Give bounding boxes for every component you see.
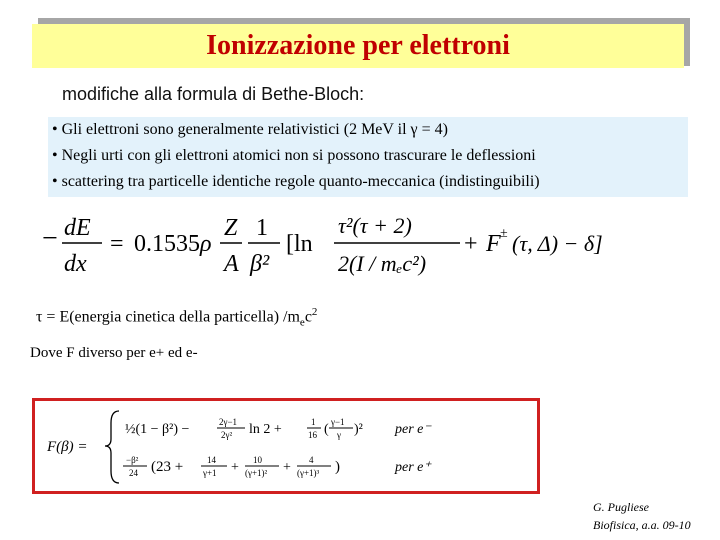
F-row2-label: per e⁺ [395,460,431,475]
F-formula [35,401,537,491]
formula-rho: ρ [200,231,212,257]
F-row1-d-den: γ [337,430,341,440]
formula-plus: + [464,231,478,257]
F-row1-a: ½(1 − β²) − [125,422,190,437]
tau-definition-text: τ = E(energia cinetica della particella) /m [36,308,300,326]
F-row2-d-den: (γ+1)² [245,468,268,478]
F-row2-d-num: 10 [253,455,262,465]
tau-c: c [304,308,312,326]
left-brace [105,411,119,483]
F-row1-d-num: γ−1 [331,417,345,427]
F-formula-box [32,398,540,494]
F-row2-paren-close: ) [335,459,340,475]
F-row1-label: per e⁻ [395,422,431,437]
F-lhs: F(β) = [47,439,88,455]
formula-tau-num: τ²(τ + 2) [338,213,412,238]
F-row2-a-num: −β² [126,455,139,465]
F-row1-paren-open: ( [324,422,329,437]
F-row2-b: (23 + [151,459,184,475]
formula-beta2: β² [250,251,270,277]
F-row1-frac-den: 2γ² [221,430,233,440]
subtitle: modifiche alla formula di Bethe-Bloch: [62,84,365,104]
bullet-item: • Negli urti con gli elettroni atomici non si possono trascurare le deflessioni [52,147,536,164]
formula-Z: Z [224,215,238,241]
F-row2-c-den: γ+1 [203,468,217,478]
bullet-list [48,117,688,197]
formula-tau-den: 2(I / mₑc²) [338,251,427,276]
formula-coefficient: 0.1535 [134,231,200,257]
title-box [32,24,684,68]
formula-one: 1 [256,215,268,241]
F-row2-plus2: + [283,460,291,475]
F-row2-a-den: 24 [129,468,138,478]
formula-minus: − [42,223,58,254]
F-row1-b: ln 2 + [249,422,282,437]
formula-F: F [486,231,501,257]
formula-equals: = [110,231,124,257]
formula-F-args: (τ, Δ) − δ] [512,231,603,256]
formula-dx: dx [64,251,87,277]
tau-sub: e [299,316,305,329]
F-row2-plus1: + [231,460,239,475]
credit [593,498,691,534]
formula-dE: dE [64,215,91,241]
page-title: Ionizzazione per elettroni [206,30,510,61]
credit-author: G. Pugliese [593,500,649,514]
credit-course: Biofisica, a.a. 09-10 [593,518,691,532]
tau-sup: 2 [311,306,318,318]
F-row1-c-den: 16 [308,430,317,440]
F-row1-frac-num: 2γ−1 [219,417,238,427]
F-row2-e-den: (γ+1)³ [297,468,320,478]
formula-ln: [ln [286,231,313,257]
tau-definition [36,306,317,329]
formula-F-sup: ± [500,226,508,241]
dove-text: Dove F diverso per e+ ed e- [30,345,198,361]
bullet-item: • scattering tra particelle identiche regole quanto-meccanica (indistinguibili) [52,173,540,190]
bullet-item: • Gli elettroni sono generalmente relativistici (2 MeV il γ = 4) [52,121,448,138]
F-row1-c-num: 1 [311,417,316,427]
F-row2-c-num: 14 [207,455,216,465]
formula-A: A [224,251,239,277]
bethe-bloch-formula [40,205,610,285]
F-row1-paren-close: )² [354,422,363,437]
F-row2-e-num: 4 [309,455,314,465]
